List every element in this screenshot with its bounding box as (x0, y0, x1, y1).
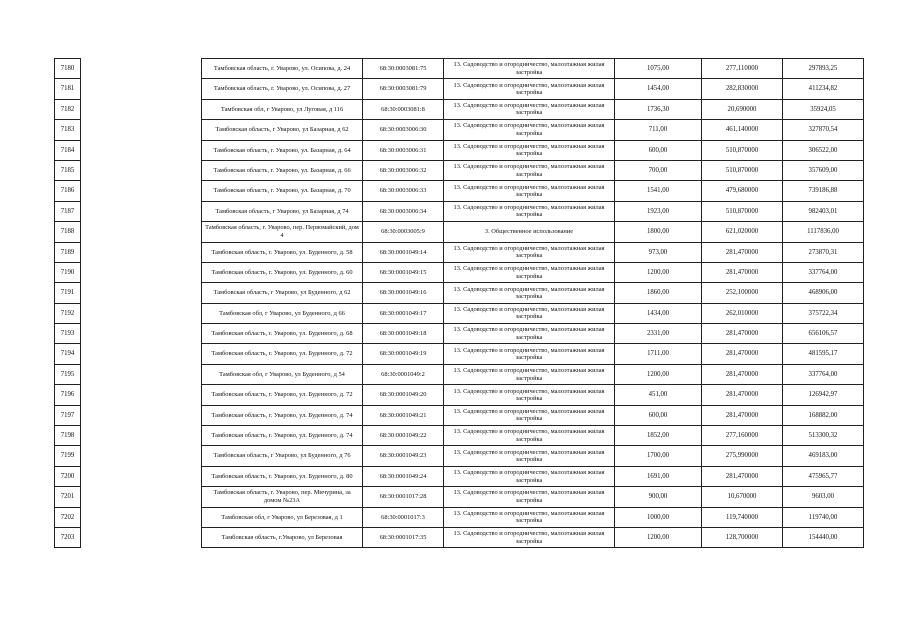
unit-value-cell: 20,690000 (702, 99, 783, 119)
cadastral-value-cell: 375722,34 (783, 303, 864, 323)
row-number: 7188 (55, 222, 81, 242)
row-number: 7190 (55, 262, 81, 282)
unit-value-cell: 275,990000 (702, 446, 783, 466)
unit-value-cell: 277,110000 (702, 59, 783, 79)
cadastral-number-cell: 68:30:0003006:34 (363, 201, 444, 221)
land-use-cell: 13. Садоводство и огородничество, малоэтажная жилая застройка (444, 364, 615, 384)
area-cell: 1200,00 (615, 527, 702, 547)
cadastral-number-cell: 68:30:0001049:24 (363, 466, 444, 486)
blank-column (81, 364, 202, 384)
unit-value-cell: 128,700000 (702, 527, 783, 547)
cadastral-value-cell: 306522,00 (783, 140, 864, 160)
row-number: 7199 (55, 446, 81, 466)
land-use-cell: 13. Садоводство и огородничество, малоэтажная жилая застройка (444, 405, 615, 425)
blank-column (81, 160, 202, 180)
table-row (55, 160, 864, 180)
cadastral-value-cell: 469183,00 (783, 446, 864, 466)
cadastral-number-cell: 68:30:0001049:19 (363, 344, 444, 364)
blank-column (81, 405, 202, 425)
blank-column (81, 507, 202, 527)
cadastral-number-cell: 68:30:0001017:35 (363, 527, 444, 547)
cadastral-value-cell: 481595,17 (783, 344, 864, 364)
land-use-cell: 13. Садоводство и огородничество, малоэтажная жилая застройка (444, 79, 615, 99)
blank-column (81, 120, 202, 140)
cadastral-number-cell: 68:30:0001049:22 (363, 426, 444, 446)
address-cell: Тамбовская область, г. Уварово, ул. Базарная, д. 70 (202, 181, 363, 201)
area-cell: 1700,00 (615, 446, 702, 466)
unit-value-cell: 510,870000 (702, 140, 783, 160)
land-use-cell: 13. Садоводство и огородничество, малоэтажная жилая застройка (444, 507, 615, 527)
cadastral-number-cell: 68:30:0001049:21 (363, 405, 444, 425)
blank-column (81, 79, 202, 99)
blank-column (81, 446, 202, 466)
blank-column (81, 181, 202, 201)
blank-column (81, 140, 202, 160)
address-cell: Тамбовская область, г. Уварово, ул. Буденного, д. 72 (202, 344, 363, 364)
cadastral-number-cell: 68:30:0001049:16 (363, 283, 444, 303)
blank-column (81, 426, 202, 446)
cadastral-value-cell: 411234,82 (783, 79, 864, 99)
address-cell: Тамбовская область, г. Уварово, ул. Буденного, д. 72 (202, 385, 363, 405)
row-number: 7196 (55, 385, 81, 405)
blank-column (81, 303, 202, 323)
table-row (55, 303, 864, 323)
cadastral-number-cell: 68:30:0001049:15 (363, 262, 444, 282)
row-number: 7183 (55, 120, 81, 140)
address-cell: Тамбовская область, г. Уварово, пер. Мичурина, за домом №23А (202, 487, 363, 507)
row-number: 7187 (55, 201, 81, 221)
blank-column (81, 201, 202, 221)
table-row (55, 364, 864, 384)
table-body (55, 59, 864, 548)
area-cell: 1000,00 (615, 507, 702, 527)
address-cell: Тамбовская область, г. Уварово, ул. Буденного, д. 68 (202, 324, 363, 344)
area-cell: 700,00 (615, 160, 702, 180)
land-use-cell: 13. Садоводство и огородничество, малоэтажная жилая застройка (444, 446, 615, 466)
cadastral-value-cell: 154440,00 (783, 527, 864, 547)
cadastral-value-cell: 35924,05 (783, 99, 864, 119)
area-cell: 711,00 (615, 120, 702, 140)
row-number: 7195 (55, 364, 81, 384)
table-row (55, 59, 864, 79)
unit-value-cell: 281,470000 (702, 466, 783, 486)
area-cell: 1454,00 (615, 79, 702, 99)
area-cell: 600,00 (615, 140, 702, 160)
unit-value-cell: 119,740000 (702, 507, 783, 527)
table-row (55, 487, 864, 507)
table-row (55, 242, 864, 262)
area-cell: 1075,00 (615, 59, 702, 79)
unit-value-cell: 281,470000 (702, 344, 783, 364)
address-cell: Тамбовская область, г. Уварово, ул. Буденного, д. 74 (202, 405, 363, 425)
cadastral-number-cell: 68:30:0001049:18 (363, 324, 444, 344)
land-use-cell: 13. Садоводство и огородничество, малоэтажная жилая застройка (444, 344, 615, 364)
table-row (55, 324, 864, 344)
row-number: 7200 (55, 466, 81, 486)
cadastral-number-cell: 68:30:0003081:79 (363, 79, 444, 99)
cadastral-number-cell: 68:30:0001017:3 (363, 507, 444, 527)
unit-value-cell: 281,470000 (702, 405, 783, 425)
cadastral-number-cell: 68:30:0001049:23 (363, 446, 444, 466)
address-cell: Тамбовская область, г. Уварово, ул. Осипова, д. 24 (202, 59, 363, 79)
address-cell: Тамбовская область, г Уварово, ул Базарная, д 62 (202, 120, 363, 140)
row-number: 7202 (55, 507, 81, 527)
row-number: 7191 (55, 283, 81, 303)
cadastral-number-cell: 68:30:0003006:31 (363, 140, 444, 160)
cadastral-number-cell: 68:30:0003081:75 (363, 59, 444, 79)
table-row (55, 222, 864, 242)
table-row (55, 120, 864, 140)
unit-value-cell: 281,470000 (702, 242, 783, 262)
land-use-cell: 13. Садоводство и огородничество, малоэтажная жилая застройка (444, 242, 615, 262)
row-number: 7203 (55, 527, 81, 547)
blank-column (81, 487, 202, 507)
blank-column (81, 262, 202, 282)
unit-value-cell: 510,870000 (702, 160, 783, 180)
cadastral-value-cell: 982403,01 (783, 201, 864, 221)
table-row (55, 283, 864, 303)
area-cell: 1736,30 (615, 99, 702, 119)
address-cell: Тамбовская область, г. Уварово, ул. Базарная, д. 66 (202, 160, 363, 180)
cadastral-number-cell: 68:30:0001049:2 (363, 364, 444, 384)
address-cell: Тамбовская обл, г Уварово, ул Луговая, д 116 (202, 99, 363, 119)
row-number: 7185 (55, 160, 81, 180)
area-cell: 1852,00 (615, 426, 702, 446)
table-row (55, 385, 864, 405)
blank-column (81, 222, 202, 242)
row-number: 7197 (55, 405, 81, 425)
address-cell: Тамбовская обл, г Уварово, ул Березовая, д 1 (202, 507, 363, 527)
cadastral-value-cell: 475965,77 (783, 466, 864, 486)
land-use-cell: 13. Садоводство и огородничество, малоэтажная жилая застройка (444, 303, 615, 323)
address-cell: Тамбовская область, г Уварово, ул Буденного, д 62 (202, 283, 363, 303)
address-cell: Тамбовская область, г. Уварово, ул. Буденного, д. 74 (202, 426, 363, 446)
row-number: 7189 (55, 242, 81, 262)
row-number: 7194 (55, 344, 81, 364)
table-row (55, 446, 864, 466)
cadastral-number-cell: 68:30:0003006:30 (363, 120, 444, 140)
row-number: 7180 (55, 59, 81, 79)
table-row (55, 79, 864, 99)
land-use-cell: 13. Садоводство и огородничество, малоэтажная жилая застройка (444, 466, 615, 486)
land-use-cell: 13. Садоводство и огородничество, малоэтажная жилая застройка (444, 181, 615, 201)
cadastral-value-cell: 168882,00 (783, 405, 864, 425)
cadastral-value-cell: 357609,00 (783, 160, 864, 180)
table-row (55, 201, 864, 221)
row-number: 7193 (55, 324, 81, 344)
area-cell: 1691,00 (615, 466, 702, 486)
cadastral-value-cell: 468906,00 (783, 283, 864, 303)
table-row (55, 507, 864, 527)
cadastral-value-cell: 513300,32 (783, 426, 864, 446)
cadastral-value-cell: 337764,00 (783, 262, 864, 282)
blank-column (81, 99, 202, 119)
land-use-cell: 13. Садоводство и огородничество, малоэтажная жилая застройка (444, 487, 615, 507)
cadastral-value-cell: 119740,00 (783, 507, 864, 527)
address-cell: Тамбовская область, г. Уварово, ул. Буденного, д. 58 (202, 242, 363, 262)
area-cell: 1434,00 (615, 303, 702, 323)
area-cell: 451,00 (615, 385, 702, 405)
blank-column (81, 59, 202, 79)
table-row (55, 466, 864, 486)
area-cell: 1541,00 (615, 181, 702, 201)
land-use-cell: 13. Садоводство и огородничество, малоэтажная жилая застройка (444, 120, 615, 140)
blank-column (81, 324, 202, 344)
table-row (55, 262, 864, 282)
row-number: 7181 (55, 79, 81, 99)
land-use-cell: 13. Садоводство и огородничество, малоэтажная жилая застройка (444, 262, 615, 282)
table-row (55, 405, 864, 425)
cadastral-value-cell: 126942,97 (783, 385, 864, 405)
unit-value-cell: 281,470000 (702, 385, 783, 405)
area-cell: 2331,00 (615, 324, 702, 344)
table-row (55, 527, 864, 547)
cadastral-number-cell: 68:30:0001049:17 (363, 303, 444, 323)
area-cell: 1200,00 (615, 262, 702, 282)
cadastral-value-cell: 9603,00 (783, 487, 864, 507)
unit-value-cell: 621,020000 (702, 222, 783, 242)
address-cell: Тамбовская область, г. Уварово, ул. Буденного, д. 60 (202, 262, 363, 282)
blank-column (81, 242, 202, 262)
row-number: 7201 (55, 487, 81, 507)
unit-value-cell: 277,160000 (702, 426, 783, 446)
blank-column (81, 283, 202, 303)
blank-column (81, 466, 202, 486)
cadastral-number-cell: 68:30:0003006:32 (363, 160, 444, 180)
unit-value-cell: 282,830000 (702, 79, 783, 99)
land-use-cell: 3. Общественное использование (444, 222, 615, 242)
land-valuation-table (54, 58, 864, 548)
area-cell: 1800,00 (615, 222, 702, 242)
address-cell: Тамбовская область, г.Уварово, ул Березовая (202, 527, 363, 547)
unit-value-cell: 281,470000 (702, 364, 783, 384)
cadastral-value-cell: 327870,54 (783, 120, 864, 140)
row-number: 7182 (55, 99, 81, 119)
address-cell: Тамбовская область, г. Уварово, ул. Базарная, д. 64 (202, 140, 363, 160)
area-cell: 600,00 (615, 405, 702, 425)
area-cell: 973,00 (615, 242, 702, 262)
unit-value-cell: 262,010000 (702, 303, 783, 323)
address-cell: Тамбовская область, г Уварово, ул Базарная, д 74 (202, 201, 363, 221)
cadastral-value-cell: 739186,88 (783, 181, 864, 201)
blank-column (81, 344, 202, 364)
blank-column (81, 385, 202, 405)
cadastral-number-cell: 68:30:0003006:33 (363, 181, 444, 201)
blank-column (81, 527, 202, 547)
cadastral-value-cell: 297893,25 (783, 59, 864, 79)
unit-value-cell: 281,470000 (702, 262, 783, 282)
table-row (55, 181, 864, 201)
row-number: 7186 (55, 181, 81, 201)
address-cell: Тамбовская область, г. Уварово, ул. Осипова, д. 27 (202, 79, 363, 99)
area-cell: 1200,00 (615, 364, 702, 384)
table-row (55, 99, 864, 119)
land-use-cell: 13. Садоводство и огородничество, малоэтажная жилая застройка (444, 59, 615, 79)
address-cell: Тамбовская обл, г Уварово, ул Буденного, д 54 (202, 364, 363, 384)
cadastral-value-cell: 273870,31 (783, 242, 864, 262)
row-number: 7192 (55, 303, 81, 323)
row-number: 7198 (55, 426, 81, 446)
row-number: 7184 (55, 140, 81, 160)
cadastral-number-cell: 68:30:0003005:9 (363, 222, 444, 242)
area-cell: 1923,00 (615, 201, 702, 221)
land-use-cell: 13. Садоводство и огородничество, малоэтажная жилая застройка (444, 140, 615, 160)
land-use-cell: 13. Садоводство и огородничество, малоэтажная жилая застройка (444, 527, 615, 547)
table-row (55, 140, 864, 160)
land-use-cell: 13. Садоводство и огородничество, малоэтажная жилая застройка (444, 99, 615, 119)
unit-value-cell: 479,680000 (702, 181, 783, 201)
cadastral-value-cell: 656106,57 (783, 324, 864, 344)
unit-value-cell: 510,870000 (702, 201, 783, 221)
table-row (55, 344, 864, 364)
unit-value-cell: 252,100000 (702, 283, 783, 303)
unit-value-cell: 461,140000 (702, 120, 783, 140)
land-use-cell: 13. Садоводство и огородничество, малоэтажная жилая застройка (444, 201, 615, 221)
table-row (55, 426, 864, 446)
land-use-cell: 13. Садоводство и огородничество, малоэтажная жилая застройка (444, 385, 615, 405)
land-use-cell: 13. Садоводство и огородничество, малоэтажная жилая застройка (444, 426, 615, 446)
address-cell: Тамбовская область, г Уварово, ул Буденного, д 76 (202, 446, 363, 466)
area-cell: 1711,00 (615, 344, 702, 364)
cadastral-value-cell: 337764,00 (783, 364, 864, 384)
cadastral-number-cell: 68:30:0003081:8 (363, 99, 444, 119)
unit-value-cell: 281,470000 (702, 324, 783, 344)
land-use-cell: 13. Садоводство и огородничество, малоэтажная жилая застройка (444, 324, 615, 344)
address-cell: Тамбовская обл, г Уварово, ул Буденного, д 66 (202, 303, 363, 323)
land-use-cell: 13. Садоводство и огородничество, малоэтажная жилая застройка (444, 283, 615, 303)
cadastral-number-cell: 68:30:0001049:20 (363, 385, 444, 405)
area-cell: 900,00 (615, 487, 702, 507)
address-cell: Тамбовская область, г. Уварово, ул. Буденного, д. 80 (202, 466, 363, 486)
address-cell: Тамбовская область, г. Уварово, пер. Первомайский, дом 4 (202, 222, 363, 242)
area-cell: 1860,00 (615, 283, 702, 303)
cadastral-number-cell: 68:30:0001049:14 (363, 242, 444, 262)
cadastral-value-cell: 1117836,00 (783, 222, 864, 242)
cadastral-number-cell: 68:30:0001017:28 (363, 487, 444, 507)
unit-value-cell: 10,670000 (702, 487, 783, 507)
land-use-cell: 13. Садоводство и огородничество, малоэтажная жилая застройка (444, 160, 615, 180)
